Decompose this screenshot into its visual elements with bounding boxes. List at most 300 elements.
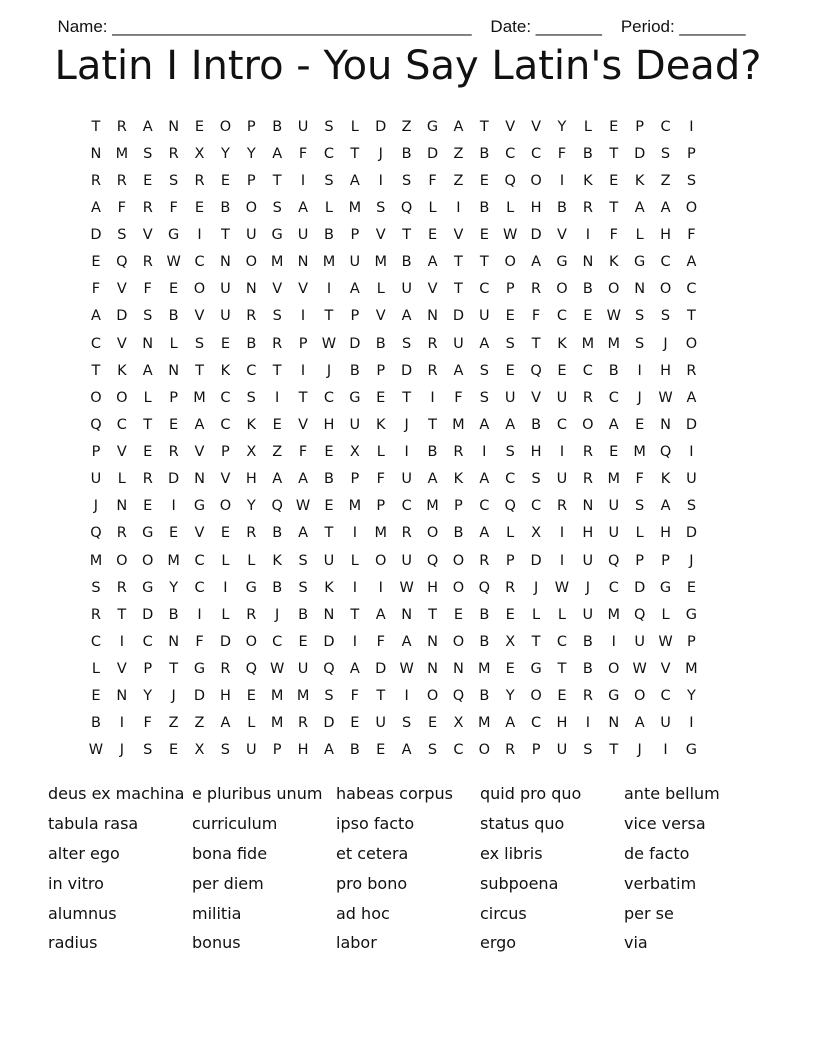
grid-letter: U <box>453 335 464 352</box>
word-bank-item: circus <box>480 903 527 923</box>
grid-letter: O <box>142 552 154 569</box>
grid-letter: D <box>193 688 206 705</box>
grid-letter: C <box>505 471 516 488</box>
grid-letter: C <box>194 254 205 271</box>
grid-letter: A <box>479 525 490 542</box>
grid-letter: U <box>349 416 361 433</box>
grid-letter: U <box>401 552 412 569</box>
word-bank-item: subpoena <box>480 873 559 893</box>
grid-letter: T <box>453 254 463 271</box>
grid-letter: P <box>635 118 645 135</box>
grid-letter: K <box>634 172 645 189</box>
grid-letter: B <box>272 525 283 542</box>
grid-letter: E <box>194 199 205 216</box>
grid-letter: S <box>635 498 645 515</box>
grid-letter: Z <box>660 172 671 189</box>
grid-letter: I <box>352 525 357 542</box>
grid-letter: E <box>298 633 308 650</box>
grid-letter: M <box>685 661 698 678</box>
grid-letter: L <box>350 118 359 135</box>
grid-letter: P <box>687 633 696 650</box>
grid-letter: G <box>142 525 154 542</box>
grid-letter: Q <box>426 552 439 569</box>
grid-letter: M <box>581 335 595 352</box>
grid-letter: D <box>530 227 542 244</box>
grid-letter: T <box>609 145 619 162</box>
grid-letter: A <box>142 118 153 135</box>
grid-letter: E <box>453 606 463 623</box>
grid-letter: B <box>453 525 464 542</box>
grid-letter: K <box>246 416 257 433</box>
grid-letter: B <box>90 715 101 732</box>
grid-letter: C <box>194 579 205 596</box>
grid-letter: U <box>220 281 231 298</box>
grid-letter: S <box>246 389 256 406</box>
grid-letter: S <box>169 172 179 189</box>
grid-letter: V <box>116 444 127 461</box>
word-bank-item: bonus <box>192 933 241 953</box>
grid-row <box>83 656 733 683</box>
grid-letter: I <box>663 742 668 759</box>
grid-letter: W <box>399 661 414 678</box>
grid-letter: X <box>349 444 360 461</box>
grid-letter: H <box>660 525 671 542</box>
grid-letter: R <box>505 742 516 759</box>
grid-letter: I <box>378 172 383 189</box>
grid-letter: K <box>453 471 464 488</box>
grid-letter: N <box>245 281 257 298</box>
grid-letter: O <box>608 281 620 298</box>
grid-letter: C <box>556 308 568 325</box>
word-bank-item: verbatim <box>624 873 697 893</box>
grid-letter: I <box>119 633 124 650</box>
grid-letter: Z <box>453 145 464 162</box>
grid-letter: M <box>270 715 284 732</box>
grid-letter: L <box>506 525 515 542</box>
grid-letter: L <box>376 444 385 461</box>
grid-letter: I <box>559 172 565 189</box>
grid-letter: E <box>505 606 515 623</box>
grid-letter: I <box>689 118 694 135</box>
grid-letter: O <box>685 335 698 352</box>
word-bank-item: e pluribus unum <box>192 784 323 804</box>
grid-letter: T <box>428 606 437 623</box>
grid-letter: B <box>375 335 386 352</box>
grid-letter: P <box>246 118 256 135</box>
grid-row <box>83 167 733 194</box>
word-bank-row <box>48 839 788 869</box>
grid-letter: Q <box>504 172 516 189</box>
grid-letter: A <box>427 471 438 488</box>
grid-letter: F <box>635 471 644 488</box>
grid-letter: U <box>245 227 257 244</box>
grid-letter: B <box>246 335 257 352</box>
grid-letter: W <box>606 308 621 325</box>
grid-letter: S <box>635 335 645 352</box>
grid-letter: O <box>90 389 102 406</box>
grid-letter: A <box>686 254 697 271</box>
grid-letter: W <box>270 661 285 678</box>
grid-letter: H <box>245 471 257 488</box>
grid-letter: I <box>300 362 306 379</box>
grid-letter: J <box>119 742 124 759</box>
grid-letter: O <box>116 389 128 406</box>
grid-letter: Q <box>452 688 465 705</box>
grid-letter: V <box>220 471 231 488</box>
grid-row <box>83 113 733 140</box>
word-bank-item: per diem <box>192 873 264 893</box>
grid-letter: H <box>530 199 542 216</box>
grid-letter: V <box>375 308 386 325</box>
word-bank-item: militia <box>192 903 242 923</box>
grid-letter: J <box>637 742 642 759</box>
grid-letter: C <box>582 362 593 379</box>
grid-letter: C <box>479 281 490 298</box>
grid-letter: J <box>404 416 409 433</box>
grid-letter: W <box>658 633 673 650</box>
grid-letter: Y <box>557 118 567 135</box>
grid-letter: D <box>426 145 439 162</box>
grid-letter: E <box>169 281 179 298</box>
grid-letter: W <box>321 335 337 352</box>
word-bank-item: habeas corpus <box>336 784 453 804</box>
grid-letter: G <box>685 742 698 759</box>
grid-letter: Q <box>633 606 646 623</box>
grid-letter: U <box>686 471 697 488</box>
grid-letter: R <box>246 606 257 623</box>
grid-letter: P <box>505 281 515 298</box>
grid-letter: A <box>686 389 697 406</box>
grid-letter: R <box>298 715 309 732</box>
grid-letter: R <box>116 579 127 596</box>
grid-letter: O <box>452 552 465 569</box>
grid-letter: R <box>582 471 593 488</box>
grid-letter: H <box>582 525 594 542</box>
grid-letter: F <box>531 308 541 325</box>
grid-letter: X <box>194 742 205 759</box>
word-bank-item: et cetera <box>336 843 409 863</box>
grid-letter: C <box>660 254 671 271</box>
grid-letter: C <box>531 498 542 515</box>
grid-letter: S <box>272 308 282 325</box>
grid-letter: E <box>427 227 438 244</box>
grid-letter: V <box>531 118 542 135</box>
grid-letter: Y <box>246 498 256 515</box>
grid-letter: E <box>324 498 334 515</box>
grid-letter: U <box>323 552 335 569</box>
grid-letter: R <box>427 362 438 379</box>
grid-letter: M <box>607 335 621 352</box>
grid-letter: D <box>375 118 387 135</box>
grid-letter: R <box>90 172 101 189</box>
grid-letter: E <box>505 661 515 678</box>
grid-letter: C <box>556 633 568 650</box>
grid-letter: E <box>635 416 645 433</box>
grid-letter: G <box>634 254 646 271</box>
grid-letter: I <box>404 688 409 705</box>
grid-letter: I <box>119 715 124 732</box>
grid-letter: U <box>582 606 594 623</box>
grid-letter: I <box>689 444 694 461</box>
grid-letter: E <box>505 362 515 379</box>
grid-letter: F <box>298 444 308 461</box>
grid-letter: B <box>582 633 593 650</box>
grid-letter: D <box>349 335 361 352</box>
grid-letter: M <box>167 552 180 569</box>
grid-letter: C <box>220 416 231 433</box>
grid-letter: Y <box>246 145 256 162</box>
grid-letter: W <box>88 742 104 759</box>
grid-letter: A <box>90 199 101 216</box>
grid-letter: I <box>637 362 642 379</box>
grid-letter: J <box>585 579 590 596</box>
grid-letter: B <box>479 688 490 705</box>
grid-letter: C <box>272 633 283 650</box>
grid-letter: R <box>401 525 412 542</box>
grid-letter: N <box>323 606 335 623</box>
grid-letter: C <box>323 389 335 406</box>
grid-letter: B <box>427 444 438 461</box>
grid-letter: K <box>660 471 671 488</box>
grid-row <box>83 601 733 628</box>
grid-letter: O <box>245 199 257 216</box>
grid-letter: S <box>479 389 489 406</box>
grid-letter: B <box>323 227 334 244</box>
grid-letter: I <box>585 227 590 244</box>
grid-letter: I <box>559 552 565 569</box>
grid-letter: E <box>143 172 153 189</box>
grid-letter: J <box>326 362 332 379</box>
grid-letter: R <box>582 389 593 406</box>
grid-letter: E <box>427 715 438 732</box>
grid-letter: S <box>479 362 489 379</box>
grid-letter: W <box>166 254 181 271</box>
grid-letter: P <box>221 444 230 461</box>
grid-letter: R <box>142 199 153 216</box>
grid-letter: N <box>194 471 205 488</box>
word-bank-item: alter ego <box>48 843 120 863</box>
grid-letter: F <box>169 199 178 216</box>
grid-letter: A <box>298 525 309 542</box>
grid-letter: J <box>93 498 99 515</box>
grid-letter: U <box>349 254 361 271</box>
grid-letter: K <box>220 362 231 379</box>
grid-letter: L <box>376 281 385 298</box>
grid-letter: T <box>609 199 619 216</box>
grid-letter: X <box>531 525 542 542</box>
grid-letter: J <box>171 688 176 705</box>
grid-letter: E <box>557 688 567 705</box>
grid-row <box>83 276 733 303</box>
grid-letter: N <box>142 335 154 352</box>
grid-letter: H <box>297 742 309 759</box>
grid-letter: E <box>350 715 360 732</box>
word-bank-item: pro bono <box>336 873 408 893</box>
grid-letter: A <box>194 416 205 433</box>
grid-letter: B <box>349 362 360 379</box>
word-bank-item: per se <box>624 903 674 923</box>
grid-letter: M <box>374 525 387 542</box>
grid-letter: U <box>375 715 387 732</box>
grid-letter: H <box>219 688 231 705</box>
grid-letter: A <box>427 254 438 271</box>
grid-letter: N <box>168 633 180 650</box>
grid-letter: D <box>452 308 464 325</box>
grid-letter: F <box>117 199 126 216</box>
grid-letter: T <box>350 145 360 162</box>
grid-letter: O <box>452 633 465 650</box>
grid-letter: Q <box>90 416 102 433</box>
grid-letter: G <box>193 661 206 678</box>
grid-letter: E <box>220 525 230 542</box>
grid-letter: S <box>143 742 153 759</box>
grid-letter: R <box>168 145 179 162</box>
grid-letter: T <box>687 308 696 325</box>
grid-letter: B <box>401 254 412 271</box>
grid-letter: Z <box>168 715 179 732</box>
grid-letter: U <box>556 742 568 759</box>
grid-letter: P <box>350 227 360 244</box>
grid-letter: O <box>608 661 620 678</box>
grid-letter: O <box>530 688 542 705</box>
grid-letter: E <box>143 498 153 515</box>
grid-letter: D <box>530 552 542 569</box>
grid-letter: S <box>298 579 308 596</box>
grid-letter: C <box>479 498 490 515</box>
grid-letter: S <box>660 308 671 325</box>
grid-letter: F <box>298 145 308 162</box>
grid-letter: I <box>559 525 565 542</box>
grid-letter: M <box>270 688 284 705</box>
grid-letter: E <box>324 444 334 461</box>
grid-letter: T <box>324 308 334 325</box>
grid-letter: Q <box>530 362 542 379</box>
grid-letter: L <box>557 606 567 623</box>
grid-letter: T <box>531 633 541 650</box>
grid-letter: X <box>246 444 257 461</box>
grid-letter: B <box>401 145 412 162</box>
grid-letter: T <box>220 227 230 244</box>
grid-letter: N <box>427 633 438 650</box>
grid-letter: A <box>505 416 516 433</box>
grid-letter: A <box>272 145 283 162</box>
grid-letter: R <box>582 444 593 461</box>
grid-letter: O <box>556 281 568 298</box>
grid-letter: V <box>194 308 205 325</box>
grid-letter: D <box>323 715 335 732</box>
grid-letter: B <box>220 199 231 216</box>
grid-letter: T <box>298 389 308 406</box>
grid-letter: T <box>479 118 489 135</box>
grid-letter: O <box>245 254 257 271</box>
grid-letter: L <box>117 471 126 488</box>
grid-letter: E <box>91 254 101 271</box>
grid-letter: B <box>298 606 309 623</box>
grid-letter: K <box>557 335 567 352</box>
word-bank-item: quid pro quo <box>480 784 582 804</box>
grid-letter: M <box>426 498 439 515</box>
word-bank-item: ergo <box>480 933 517 953</box>
grid-letter: V <box>505 118 516 135</box>
grid-letter: F <box>454 389 463 406</box>
grid-row <box>83 249 733 276</box>
grid-letter: U <box>608 498 620 515</box>
grid-letter: B <box>557 199 567 216</box>
grid-letter: W <box>399 579 414 596</box>
grid-letter: T <box>91 118 101 135</box>
grid-letter: Y <box>505 688 515 705</box>
grid-letter: B <box>479 606 490 623</box>
grid-letter: G <box>659 579 672 596</box>
grid-letter: V <box>660 661 671 678</box>
grid-letter: H <box>427 579 438 596</box>
grid-letter: A <box>324 742 334 759</box>
grid-letter: J <box>637 389 642 406</box>
grid-letter: C <box>323 145 335 162</box>
grid-letter: E <box>479 172 489 189</box>
grid-letter: S <box>143 145 153 162</box>
grid-letter: O <box>219 498 232 515</box>
grid-letter: G <box>142 579 154 596</box>
grid-letter: T <box>557 661 567 678</box>
grid-letter: L <box>247 552 256 569</box>
grid-letter: O <box>193 281 206 298</box>
grid-letter: C <box>90 633 101 650</box>
grid-letter: A <box>90 308 101 325</box>
word-bank-row <box>48 779 788 809</box>
grid-letter: R <box>116 172 127 189</box>
grid-letter: F <box>687 227 696 244</box>
grid-letter: S <box>117 227 127 244</box>
grid-letter: W <box>632 661 647 678</box>
grid-letter: I <box>326 281 332 298</box>
grid-letter: G <box>245 579 257 596</box>
grid-letter: N <box>168 118 180 135</box>
word-bank-item: bona fide <box>192 843 268 863</box>
grid-letter: M <box>322 254 336 271</box>
grid-letter: P <box>350 308 360 325</box>
grid-row <box>83 683 733 710</box>
grid-letter: A <box>660 498 671 515</box>
grid-letter: Q <box>504 498 516 515</box>
grid-letter: E <box>376 389 386 406</box>
grid-letter: B <box>168 606 179 623</box>
grid-letter: H <box>556 715 568 732</box>
grid-letter: G <box>685 606 698 623</box>
grid-letter: D <box>219 633 231 650</box>
grid-letter: C <box>116 416 127 433</box>
grid-letter: O <box>452 579 465 596</box>
grid-letter: D <box>142 606 154 623</box>
grid-letter: J <box>663 335 668 352</box>
word-bank-item: ante bellum <box>624 784 720 804</box>
grid-letter: K <box>117 362 127 379</box>
student-info-text: Name: ______________________________________ Date: _______ Period: _______ <box>57 17 746 36</box>
grid-letter: I <box>430 389 435 406</box>
grid-letter: A <box>479 335 490 352</box>
grid-letter: R <box>556 498 568 515</box>
grid-letter: E <box>194 118 205 135</box>
word-bank-row <box>48 868 788 898</box>
grid-letter: C <box>194 552 205 569</box>
grid-letter: E <box>272 416 282 433</box>
grid-letter: N <box>116 688 128 705</box>
grid-letter: A <box>142 362 153 379</box>
grid-letter: G <box>193 498 206 515</box>
word-bank-item: labor <box>336 933 377 953</box>
grid-letter: A <box>479 471 490 488</box>
grid-row <box>83 330 733 357</box>
